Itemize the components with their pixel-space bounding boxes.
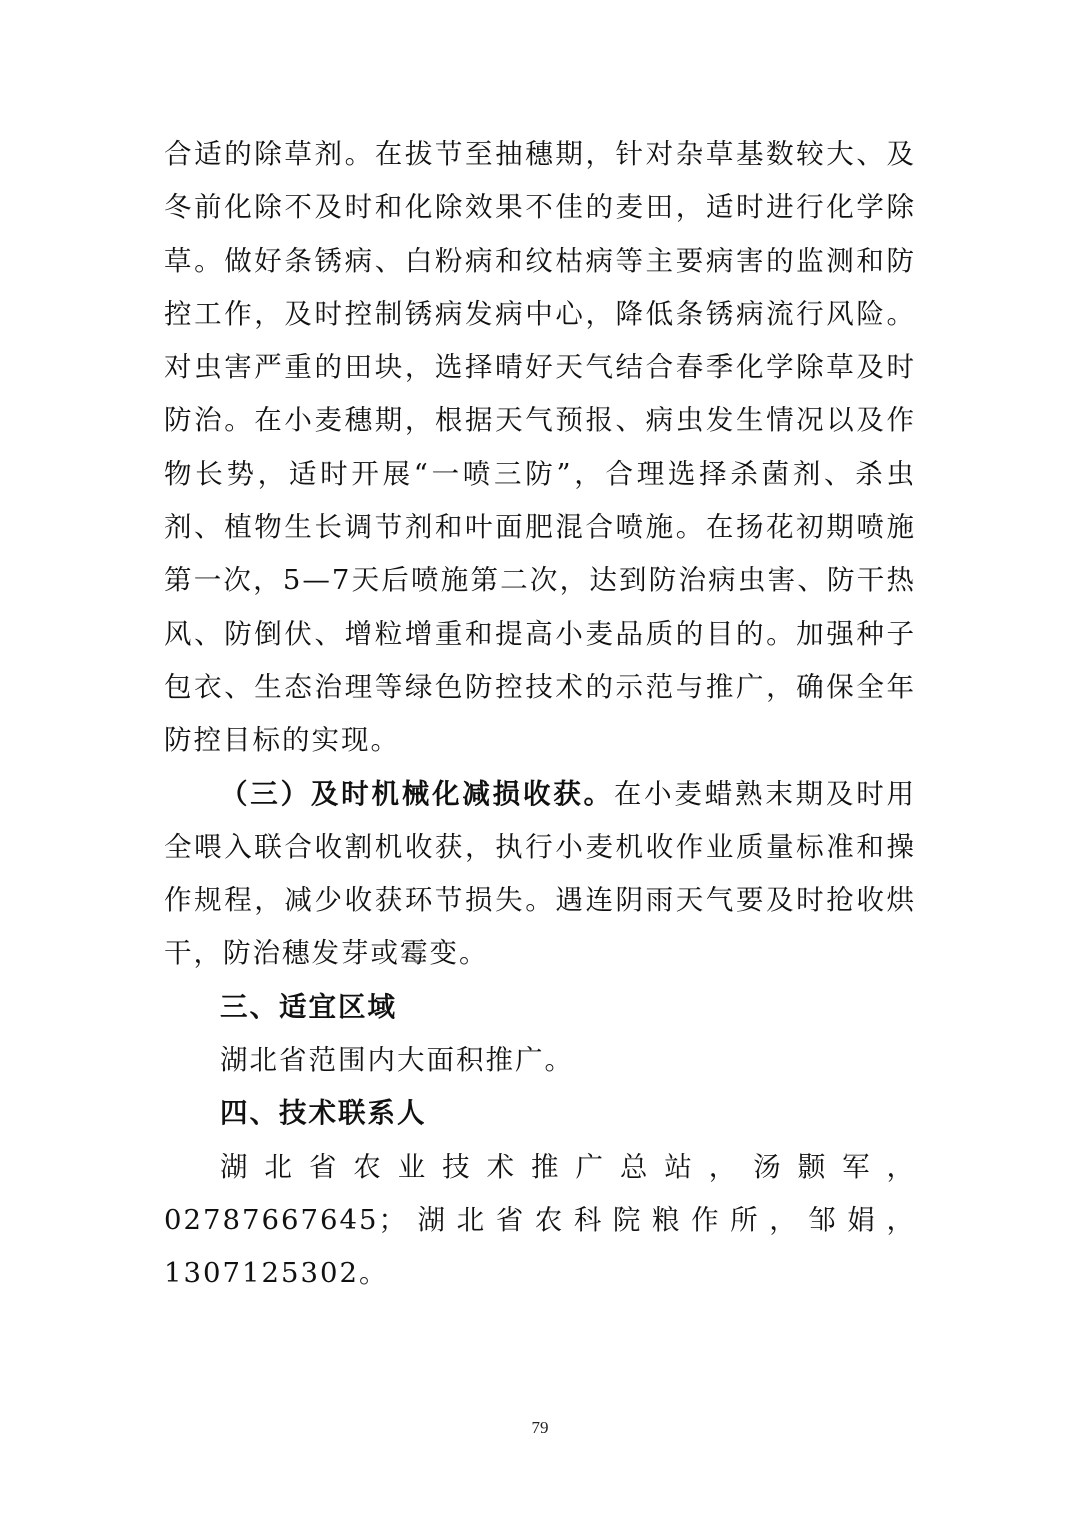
section-suitable-region-body: 湖北省范围内大面积推广。 xyxy=(220,1044,574,1077)
paragraph-harvest-lead: （三）及时机械化减损收获。 xyxy=(220,777,614,810)
paragraph-harvest xyxy=(164,768,916,981)
page-number: 79 xyxy=(531,1418,549,1437)
section-suitable-region-title: 三、适宜区域 xyxy=(220,990,397,1023)
section-contacts-body: 湖北省农业技术推广总站，汤颢军，02787667645；湖北省农科院粮作所，邹娟，1307125302。 xyxy=(164,1150,916,1290)
body-text xyxy=(164,128,916,1301)
paragraph-pest-control: 合适的除草剂。在拔节至抽穗期，针对杂草基数较大、及冬前化除不及时和化除效果不佳的麦田，适时进行化学除草。做好条锈病、白粉病和纹枯病等主要病害的监测和防控工作，及时控制锈病发病中心，降低条锈病流行风险。对虫害严重的田块，选择晴好天气结合春季化学除草及时防治。在小麦穗期，根据天气预报、病虫发生情况以及作物长势，适时开展“一喷三防”，合理选择杀菌剂、杀虫剂、植物生长调节剂和叶面肥混合喷施。在扬花初期喷施第一次，5—7天后喷施第二次，达到防治病虫害、防干热风、防倒伏、增粒增重和提高小麦品质的目的。加强种子包衣、生态治理等绿色防控技术的示范与推广，确保全年防控目标的实现。 xyxy=(164,138,916,757)
paragraph-harvest-body: 在小麦蜡熟末期及时用全喂入联合收割机收获，执行小麦机收作业质量标准和操作规程，减少收获环节损失。遇连阴雨天气要及时抢收烘干，防治穗发芽或霉变。 xyxy=(164,777,917,970)
section-contacts-title: 四、技术联系人 xyxy=(220,1097,427,1130)
